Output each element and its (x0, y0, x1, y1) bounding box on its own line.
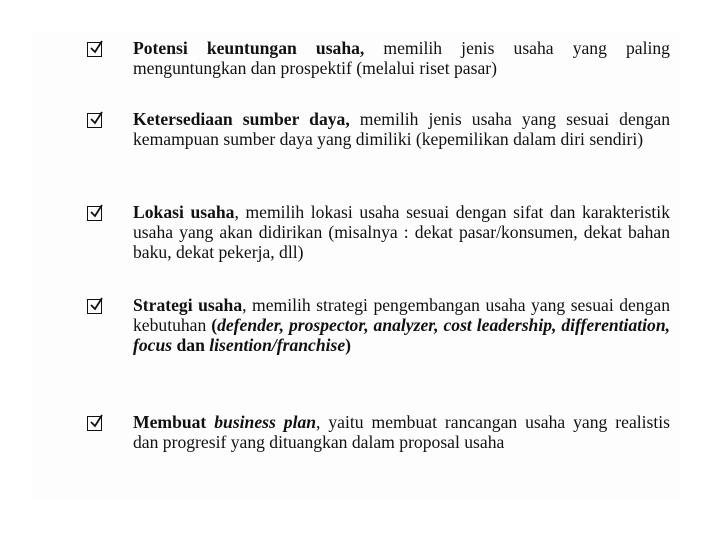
item-description: , yaitu membuat rancangan usaha yang realistis dan progresif yang dituangkan dalam proposal usaha (133, 412, 670, 452)
checkbox-checked-icon (87, 299, 102, 314)
item-italic-term: business plan (206, 412, 317, 432)
item-title: Strategi usaha (133, 295, 243, 315)
item-title: Ketersediaan sumber daya, (133, 109, 350, 129)
item-text (133, 202, 670, 262)
strategy-list: defender, prospector, analyzer, cost leadership, differentiation, focus (133, 315, 670, 355)
document-page (32, 32, 680, 498)
item-text (133, 109, 670, 149)
item-text (133, 38, 670, 78)
paren-close: ) (345, 335, 352, 355)
strategy-list-2: lisention/franchise (209, 335, 346, 355)
connector-word: dan (172, 335, 205, 355)
checkbox-checked-icon (87, 416, 102, 431)
item-title: Lokasi usaha (133, 202, 235, 222)
item-text (133, 295, 670, 355)
item-description: , memilih strategi pengembangan usaha yang sesuai dengan kebutuhan (133, 295, 671, 335)
item-description: , memilih lokasi usaha sesuai dengan sifat dan karakteristik usaha yang akan didirikan (misalnya : dekat pasar/konsumen, dekat bahan baku, dekat pekerja, dll) (133, 202, 670, 262)
checkbox-checked-icon (87, 113, 102, 128)
item-description: memilih jenis usaha yang paling menguntungkan dan prospektif (melalui riset pasar) (133, 38, 670, 78)
checkbox-checked-icon (87, 206, 102, 221)
item-description: memilih jenis usaha yang sesuai dengan kemampuan sumber daya yang dimiliki (kepemilikan dalam diri sendiri) (133, 109, 670, 149)
item-title: Potensi keuntungan usaha, (133, 38, 365, 58)
item-title: Membuat (133, 412, 207, 432)
item-text (133, 412, 670, 452)
checkbox-checked-icon (87, 42, 102, 57)
paren-open: ( (211, 315, 218, 335)
